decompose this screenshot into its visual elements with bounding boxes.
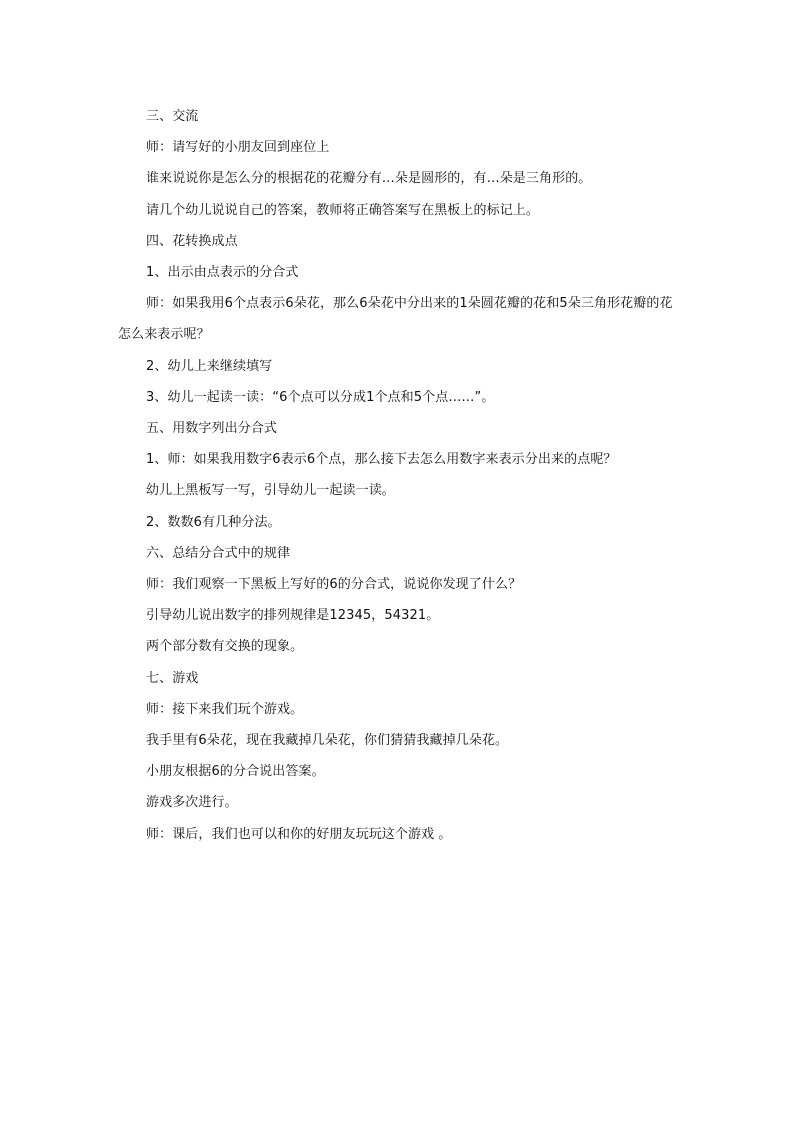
paragraph: 引导幼儿说出数字的排列规律是12345，54321。 bbox=[146, 608, 440, 624]
paragraph: 师：接下来我们玩个游戏。 bbox=[146, 701, 304, 717]
paragraph: 1、师：如果我用数字6表示6个点，那么接下去怎么用数字来表示分出来的点呢？ bbox=[146, 452, 617, 468]
paragraph: 我手里有6朵花，现在我藏掉几朵花，你们猜猜我藏掉几朵花。 bbox=[146, 733, 509, 749]
paragraph: 师：如果我用6个点表示6朵花，那么6朵花中分出来的1朵圆花瓣的花和5朵三角形花瓣的花怎么来表示呢？ bbox=[118, 296, 673, 343]
paragraph: 请几个幼儿说说自己的答案，教师将正确答案写在黑板上的标记上。 bbox=[146, 202, 540, 218]
document-body bbox=[118, 101, 684, 850]
paragraph: 2、数数6有几种分法。 bbox=[146, 514, 281, 530]
paragraph: 谁来说说你是怎么分的根据花的花瓣分有…朵是圆形的，有…朵是三角形的。 bbox=[146, 171, 592, 187]
section-heading-exchange: 三、交流 bbox=[146, 109, 199, 124]
paragraph: 师：我们观察一下黑板上写好的6的分合式，说说你发现了什么？ bbox=[146, 577, 522, 593]
paragraph: 1、出示由点表示的分合式 bbox=[146, 265, 299, 281]
paragraph: 师：课后，我们也可以和你的好朋友玩玩这个游戏 。 bbox=[146, 826, 452, 842]
paragraph: 3、幼儿一起读一读：“6个点可以分成1个点和5个点……”。 bbox=[146, 389, 495, 405]
paragraph: 小朋友根据6的分合说出答案。 bbox=[146, 764, 325, 780]
section-heading-summary-rules: 六、总结分合式中的规律 bbox=[146, 545, 291, 561]
paragraph: 游戏多次进行。 bbox=[146, 795, 238, 811]
section-heading-number-split: 五、用数字列出分合式 bbox=[146, 421, 278, 437]
section-heading-flowers-to-dots: 四、花转换成点 bbox=[146, 233, 238, 249]
paragraph: 两个部分数有交换的现象。 bbox=[146, 639, 304, 655]
paragraph: 幼儿上黑板写一写，引导幼儿一起读一读。 bbox=[146, 483, 395, 499]
section-heading-game: 七、游戏 bbox=[146, 670, 199, 686]
paragraph: 2、幼儿上来继续填写 bbox=[146, 358, 273, 374]
paragraph: 师：请写好的小朋友回到座位上 bbox=[146, 140, 330, 156]
